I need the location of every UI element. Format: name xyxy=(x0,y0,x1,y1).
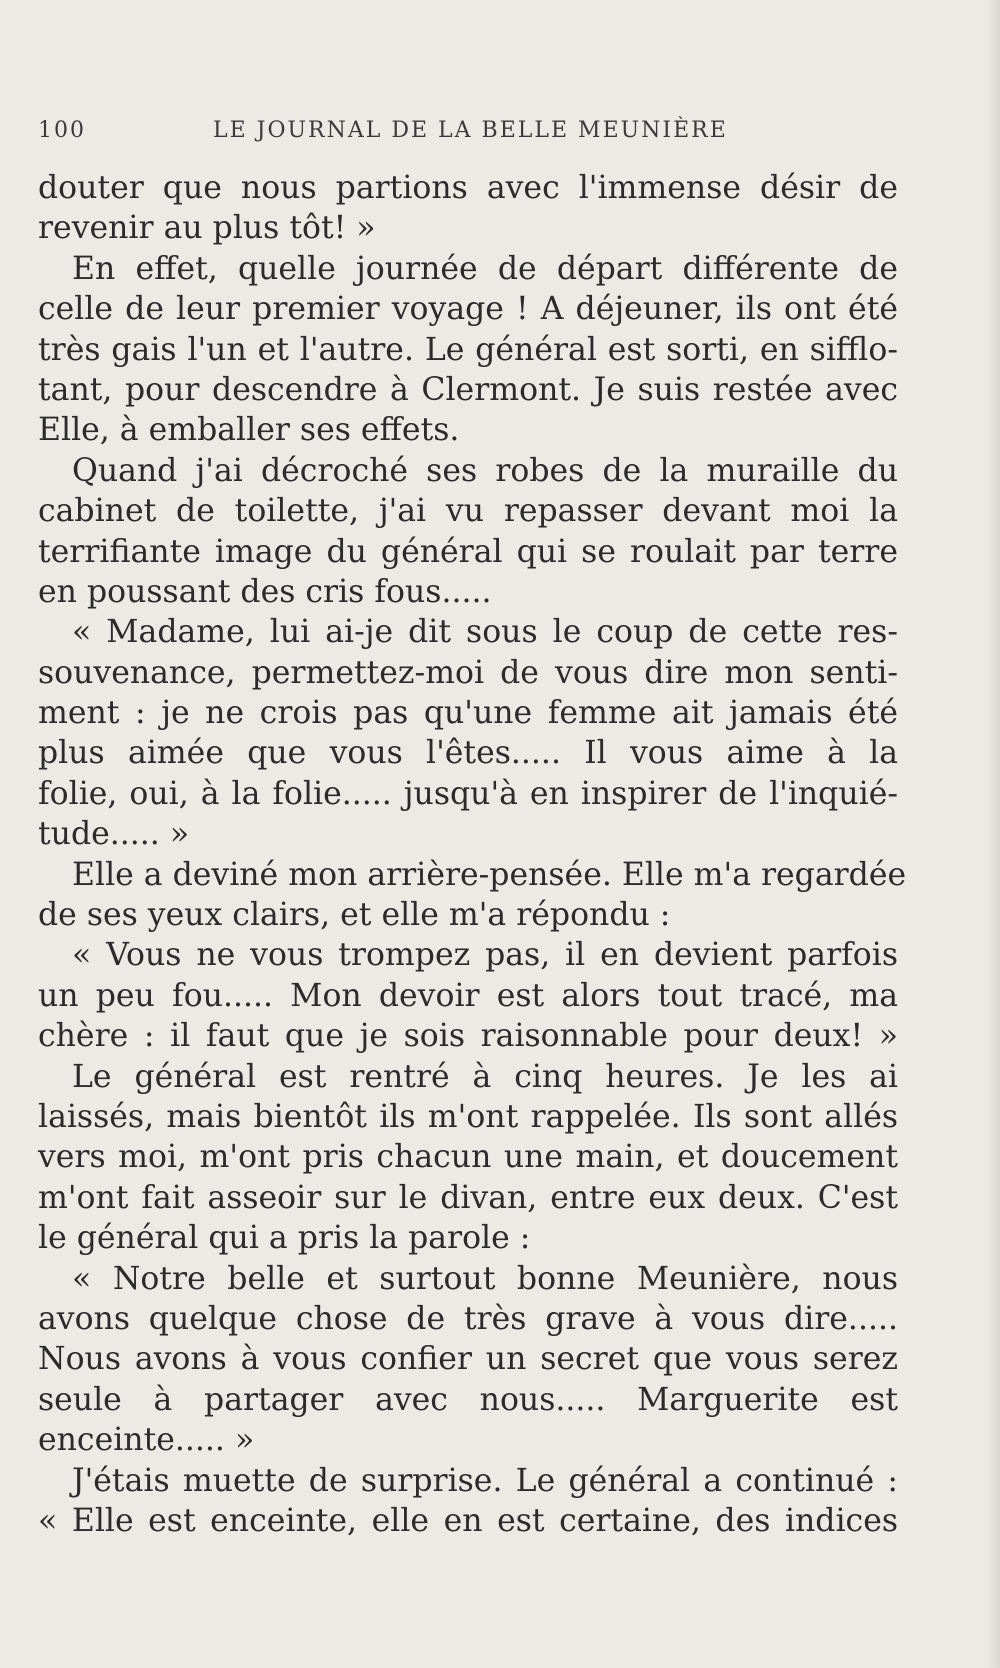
text-line: Quand j'ai décroché ses robes de la muraille du xyxy=(72,452,898,489)
page-header xyxy=(38,118,728,148)
text-line: « Madame, lui ai-je dit sous le coup de cette res- xyxy=(72,614,898,651)
text-line: celle de leur premier voyage ! A déjeuner, ils ont été xyxy=(38,291,898,328)
text-line: « Elle est enceinte, elle en est certaine, des indices xyxy=(38,1502,898,1539)
text-line: Le général est rentré à cinq heures. Je les ai xyxy=(72,1058,898,1095)
text-line: de ses yeux clairs, et elle m'a répondu : xyxy=(38,897,671,934)
text-line: seule à partager avec nous..... Marguerite est xyxy=(38,1381,898,1418)
text-line: enceinte..... » xyxy=(38,1422,255,1459)
text-line: tant, pour descendre à Clermont. Je suis restée avec xyxy=(38,371,898,408)
text-line: En effet, quelle journée de départ différente de xyxy=(72,250,898,287)
text-line: en poussant des cris fous..... xyxy=(38,573,492,610)
page-number: 100 xyxy=(38,118,86,143)
text-line: folie, oui, à la folie..... jusqu'à en inspirer de l'inquié- xyxy=(38,775,898,812)
body-text xyxy=(38,168,907,1541)
text-line: terrifiante image du général qui se roulait par terre xyxy=(38,533,898,570)
text-line: « Vous ne vous trompez pas, il en devient parfois xyxy=(72,937,898,974)
text-line: un peu fou..... Mon devoir est alors tout tracé, ma xyxy=(38,977,898,1014)
text-line: revenir au plus tôt! » xyxy=(38,210,376,247)
text-line: chère : il faut que je sois raisonnable pour deux! » xyxy=(38,1018,898,1055)
text-line: Elle, à emballer ses effets. xyxy=(38,412,460,449)
text-line: Elle a deviné mon arrière-pensée. Elle m'a regardée xyxy=(72,856,907,893)
text-line: plus aimée que vous l'êtes..... Il vous aime à la xyxy=(38,735,898,772)
text-line: Nous avons à vous confier un secret que vous serez xyxy=(38,1341,898,1378)
text-line: souvenance, permettez-moi de vous dire mon senti- xyxy=(38,654,898,691)
text-line: avons quelque chose de très grave à vous dire..... xyxy=(38,1300,898,1337)
text-line: vers moi, m'ont pris chacun une main, et doucement xyxy=(38,1139,898,1176)
text-line: le général qui a pris la parole : xyxy=(38,1220,531,1257)
text-line: cabinet de toilette, j'ai vu repasser devant moi la xyxy=(38,493,898,530)
text-line: très gais l'un et l'autre. Le général est sorti, en sifflo- xyxy=(38,331,898,368)
text-line: m'ont fait asseoir sur le divan, entre eux deux. C'est xyxy=(38,1179,898,1216)
text-line: « Notre belle et surtout bonne Meunière, nous xyxy=(72,1260,898,1297)
text-line: tude..... » xyxy=(38,816,190,853)
text-line: J'étais muette de surprise. Le général a continué : xyxy=(72,1462,898,1499)
page-edge-shadow xyxy=(986,0,1000,1668)
text-line: laissés, mais bientôt ils m'ont rappelée. Ils sont allés xyxy=(38,1098,898,1135)
text-line: douter que nous partions avec l'immense désir de xyxy=(38,170,898,206)
running-title: LE JOURNAL DE LA BELLE MEUNIÈRE xyxy=(213,118,728,143)
text-line: ment : je ne crois pas qu'une femme ait jamais été xyxy=(38,695,898,732)
